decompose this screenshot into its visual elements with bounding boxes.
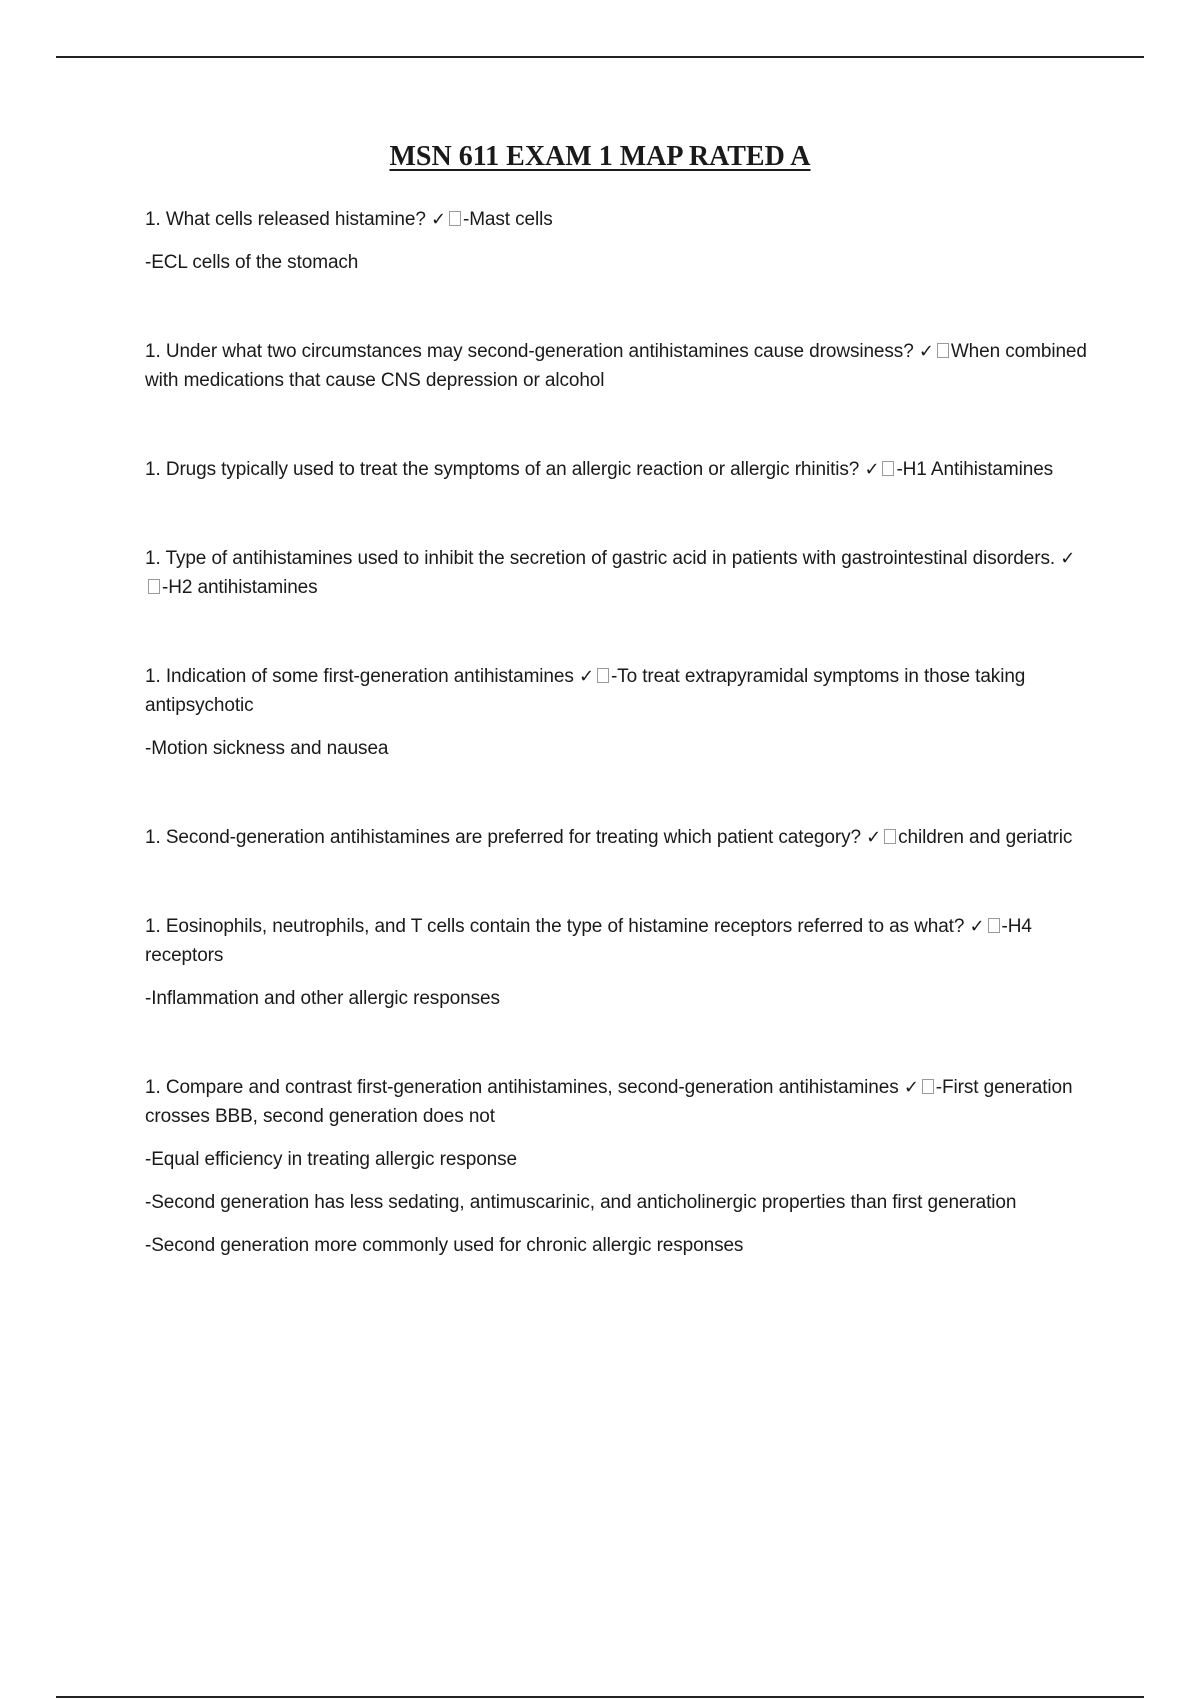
check-icon: ✓ xyxy=(969,916,985,937)
check-icon: ✓ xyxy=(578,666,594,687)
answer-text: -H2 antihistamines xyxy=(162,577,318,598)
check-icon: ✓ xyxy=(430,209,446,230)
document-title: MSN 611 EXAM 1 MAP RATED A xyxy=(389,141,811,172)
question-text: 1. Eosinophils, neutrophils, and T cells contain the type of histamine receptors referred to as what? xyxy=(145,916,965,937)
qa-question-line xyxy=(145,455,1090,484)
question-text: 1. Type of antihistamines used to inhibit the secretion of gastric acid in patients with gastrointestinal disorders. xyxy=(145,548,1056,569)
checkbox-icon xyxy=(148,579,160,594)
qa-item xyxy=(145,205,1090,277)
qa-item xyxy=(145,1073,1090,1260)
qa-list xyxy=(145,205,1090,1320)
question-text: 1. Second-generation antihistamines are preferred for treating which patient category? xyxy=(145,827,861,848)
qa-item xyxy=(145,544,1090,602)
checkbox-icon xyxy=(922,1079,934,1094)
qa-question-line xyxy=(145,1073,1090,1131)
checkbox-icon xyxy=(988,918,1000,933)
check-icon: ✓ xyxy=(903,1077,919,1098)
checkbox-icon xyxy=(937,343,949,358)
top-rule xyxy=(56,56,1144,58)
qa-item xyxy=(145,337,1090,395)
qa-question-line xyxy=(145,544,1090,602)
question-text: 1. Under what two circumstances may second-generation antihistamines cause drowsiness? xyxy=(145,341,914,362)
answer-text: -H4 receptors xyxy=(145,916,1032,966)
answer-text: -H1 Antihistamines xyxy=(896,459,1054,480)
qa-question-line xyxy=(145,662,1090,720)
qa-item xyxy=(145,662,1090,763)
bottom-rule xyxy=(56,1696,1144,1698)
qa-item xyxy=(145,912,1090,1013)
qa-question-line xyxy=(145,205,1090,234)
checkbox-icon xyxy=(597,668,609,683)
checkbox-icon xyxy=(884,829,896,844)
answer-text: -To treat extrapyramidal symptoms in those taking antipsychotic xyxy=(145,666,1026,716)
checkbox-icon xyxy=(882,461,894,476)
check-icon: ✓ xyxy=(866,827,882,848)
question-text: 1. Compare and contrast first-generation antihistamines, second-generation antihistamines xyxy=(145,1077,899,1098)
qa-question-line xyxy=(145,337,1090,395)
check-icon: ✓ xyxy=(918,341,934,362)
question-text: 1. Drugs typically used to treat the symptoms of an allergic reaction or allergic rhinitis? xyxy=(145,459,860,480)
check-icon: ✓ xyxy=(1060,548,1076,569)
qa-item xyxy=(145,455,1090,484)
answer-text: -First generation crosses BBB, second generation does not xyxy=(145,1077,1073,1127)
question-text: 1. What cells released histamine? xyxy=(145,209,426,230)
qa-extra-line: -ECL cells of the stomach xyxy=(145,252,359,273)
qa-extra-line: -Second generation more commonly used for chronic allergic responses xyxy=(145,1235,744,1256)
answer-text: When combined with medications that cause CNS depression or alcohol xyxy=(145,341,1087,391)
qa-extra-line: -Motion sickness and nausea xyxy=(145,738,389,759)
question-text: 1. Indication of some first-generation antihistamines xyxy=(145,666,574,687)
qa-extra-line: -Inflammation and other allergic responses xyxy=(145,988,500,1009)
answer-text: -Mast cells xyxy=(462,209,553,230)
checkbox-icon xyxy=(449,211,461,226)
qa-extra-line: -Equal efficiency in treating allergic response xyxy=(145,1149,517,1170)
qa-item xyxy=(145,823,1090,852)
answer-text: children and geriatric xyxy=(898,827,1073,848)
qa-question-line xyxy=(145,823,1090,852)
qa-question-line xyxy=(145,912,1090,970)
check-icon: ✓ xyxy=(864,459,880,480)
qa-extra-line: -Second generation has less sedating, antimuscarinic, and anticholinergic properties than first generation xyxy=(145,1192,1017,1213)
